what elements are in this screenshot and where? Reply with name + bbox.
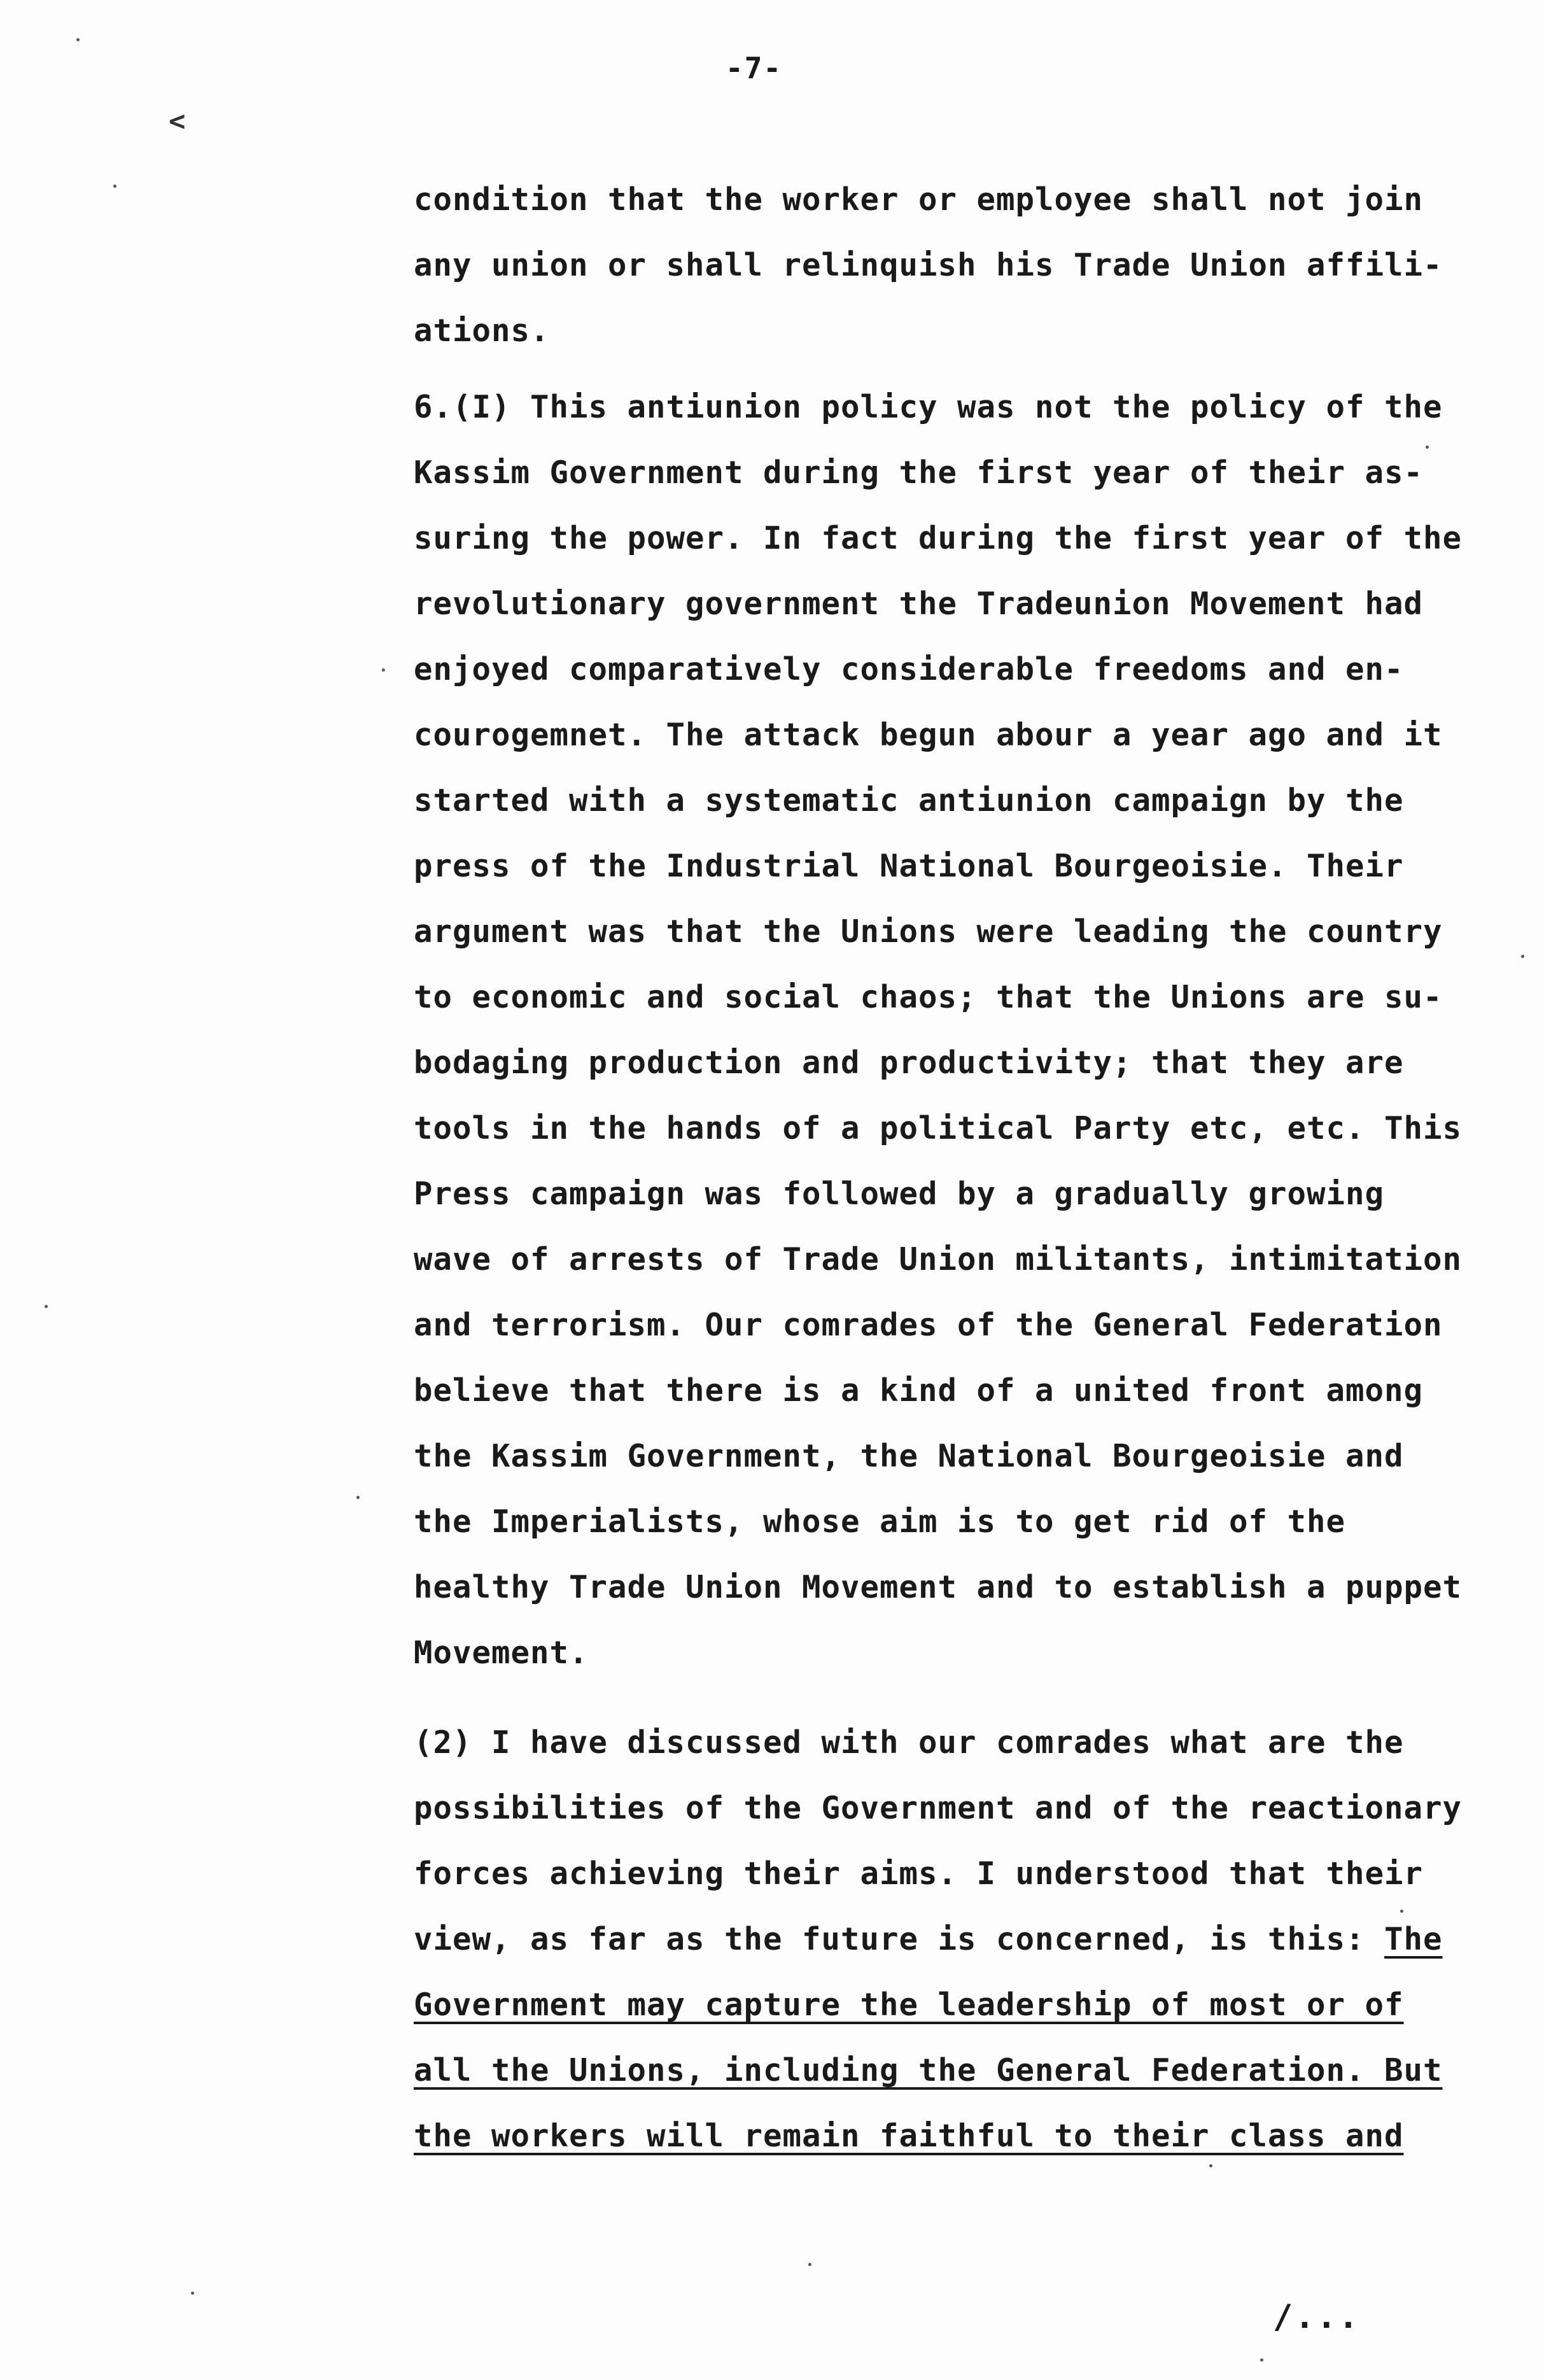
text-line: started with a systematic antiunion campaign by the	[414, 782, 1404, 819]
text-line: to economic and social chaos; that the Unions are su-	[414, 979, 1443, 1015]
scan-speck	[808, 2263, 811, 2266]
paragraph-6-1	[414, 374, 1464, 1686]
text-line: and terrorism. Our comrades of the General Federation	[414, 1307, 1443, 1343]
text-line: Press campaign was followed by a gradually growing	[414, 1176, 1385, 1212]
margin-mark: <	[169, 105, 186, 137]
text-line: Movement.	[414, 1635, 589, 1671]
scan-speck	[1521, 955, 1524, 958]
scan-speck	[1400, 1910, 1403, 1913]
scan-speck	[1260, 2358, 1263, 2362]
text-line: argument was that the Unions were leading the country	[414, 913, 1443, 950]
scan-speck	[45, 1305, 48, 1308]
text-line: courogemnet. The attack begun abour a year ago and it	[414, 717, 1443, 753]
underlined-line: Government may capture the leadership of most or of	[414, 1987, 1404, 2023]
page-number: -7-	[726, 51, 783, 85]
text-line: the Imperialists, whose aim is to get rid of the	[414, 1503, 1346, 1540]
text-line: suring the power. In fact during the first year of the	[414, 520, 1463, 556]
text-line: bodaging production and productivity; that they are	[414, 1045, 1404, 1081]
text-line: enjoyed comparatively considerable freedoms and en-	[414, 651, 1404, 687]
text-line: condition that the worker or employee shall not join	[414, 181, 1424, 218]
underlined-line: the workers will remain faithful to their class and	[414, 2118, 1404, 2154]
text-line: believe that there is a kind of a united front among	[414, 1372, 1424, 1409]
underlined-text: The	[1384, 1921, 1443, 1957]
scan-speck	[356, 1496, 360, 1499]
text-line: press of the Industrial National Bourgeoisie. Their	[414, 848, 1404, 884]
text-line: Kassim Government during the first year of their as-	[414, 454, 1424, 491]
scan-speck	[1209, 2164, 1212, 2167]
paragraph-intro	[414, 167, 1464, 363]
text-line	[414, 1906, 1464, 1972]
scan-speck	[1426, 446, 1429, 449]
text-line: any union or shall relinquish his Trade Union affili-	[414, 247, 1443, 283]
text-segment: view, as far as the future is concerned, is this:	[414, 1921, 1365, 1957]
text-line: 6.(I) This antiunion policy was not the policy of the	[414, 389, 1443, 425]
scan-speck	[76, 38, 80, 41]
text-line: revolutionary government the Tradeunion Movement had	[414, 586, 1424, 622]
text-line: the Kassim Government, the National Bourgeoisie and	[414, 1438, 1404, 1474]
underlined-line: all the Unions, including the General Federation. But	[414, 2052, 1443, 2088]
scan-speck	[382, 668, 385, 672]
paragraph-6-2	[414, 1710, 1464, 2169]
text-line: (2) I have discussed with our comrades what are the	[414, 1724, 1404, 1761]
continuation-mark: /...	[1273, 2298, 1361, 2336]
text-line: wave of arrests of Trade Union militants, intimitation	[414, 1241, 1463, 1278]
scan-speck	[191, 2292, 194, 2295]
text-line: healthy Trade Union Movement and to establish a puppet	[414, 1569, 1463, 1605]
text-line: forces achieving their aims. I understood that their	[414, 1855, 1424, 1892]
text-line: possibilities of the Government and of the reactionary	[414, 1790, 1463, 1826]
text-line: ations.	[414, 313, 550, 349]
text-line: tools in the hands of a political Party etc, etc. This	[414, 1110, 1463, 1146]
scan-speck	[113, 185, 116, 188]
